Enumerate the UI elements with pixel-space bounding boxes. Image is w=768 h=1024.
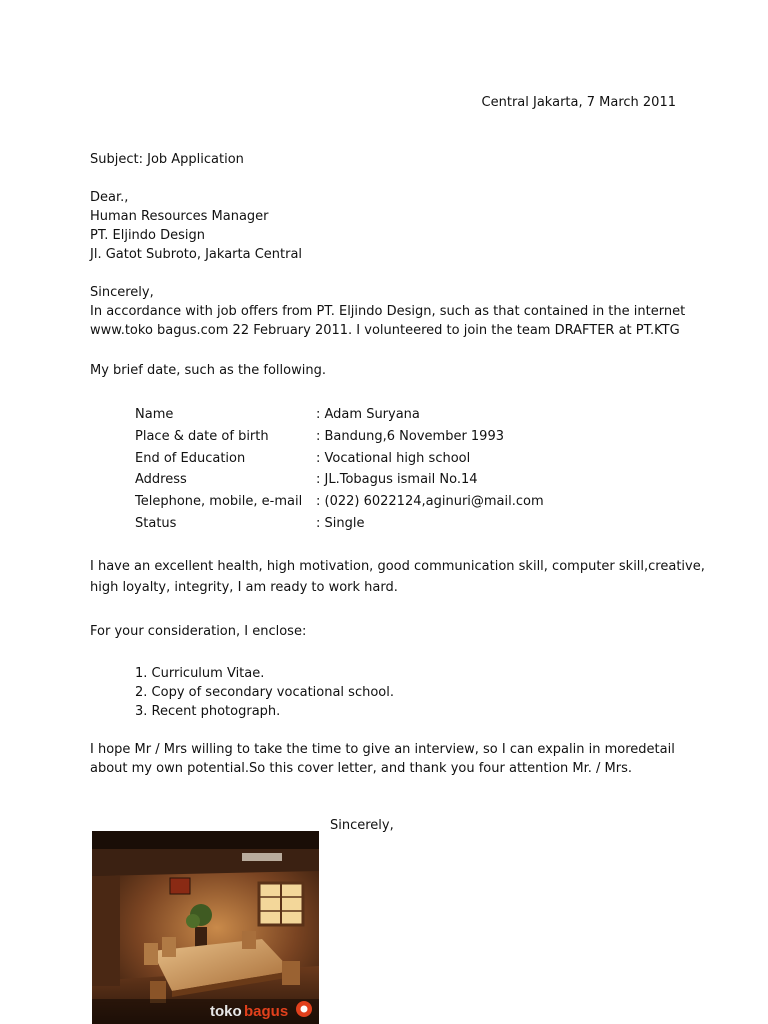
detail-label: Place & date of birth <box>135 428 269 444</box>
logo-text-toko: toko <box>210 1003 242 1020</box>
detail-label: Telephone, mobile, e-mail <box>135 494 303 510</box>
sign-off: Sincerely, <box>330 818 394 833</box>
detail-label: End of Education <box>135 450 246 466</box>
intro-line-2: www.toko bagus.com 22 February 2011. I volunteered to join the team DRAFTER at PT.KTG <box>90 323 680 338</box>
intro-line-1: In accordance with job offers from PT. Eljindo Design, such as that contained in the internet <box>90 304 686 319</box>
salutation: Dear., <box>90 190 129 205</box>
detail-value: : JL.Tobagus ismail No.14 <box>316 472 478 488</box>
detail-label: Name <box>135 407 174 422</box>
detail-label: Status <box>135 515 177 531</box>
qualities-line-1: I have an excellent health, high motivation, good communication skill, computer skill,creative, <box>90 559 705 574</box>
intro-block <box>90 283 685 340</box>
interior-photo <box>92 831 319 1024</box>
closing-paragraph <box>90 740 675 778</box>
qualities-paragraph <box>90 556 705 598</box>
detail-value: : Vocational high school <box>316 450 471 466</box>
brief-intro: My brief date, such as the following. <box>90 363 326 378</box>
opening-greeting: Sincerely, <box>90 285 154 300</box>
enclose-intro: For your consideration, I enclose: <box>90 624 307 639</box>
recipient-block <box>90 188 302 264</box>
detail-value: : Single <box>316 515 365 531</box>
closing-line-2: about my own potential.So this cover letter, and thank you four attention Mr. / Mrs. <box>90 761 633 776</box>
closing-line-1: I hope Mr / Mrs willing to take the time to give an interview, so I can expalin in moredetail <box>90 742 675 757</box>
place-date: Central Jakarta, 7 March 2011 <box>481 95 676 110</box>
enclosure-list <box>135 664 394 721</box>
detail-value: : Adam Suryana <box>316 407 420 422</box>
detail-value: : Bandung,6 November 1993 <box>316 428 504 444</box>
recipient-address: Jl. Gatot Subroto, Jakarta Central <box>90 247 303 262</box>
interior-photo-illustration <box>92 831 319 1024</box>
logo-text-bagus: bagus <box>244 1003 289 1020</box>
recipient-company: PT. Eljindo Design <box>90 228 206 243</box>
recipient-title: Human Resources Manager <box>90 209 269 224</box>
list-item: 3. Recent photograph. <box>135 704 281 719</box>
list-item: 2. Copy of secondary vocational school. <box>135 685 394 700</box>
subject-line: Subject: Job Application <box>90 152 244 167</box>
qualities-line-2: high loyalty, integrity, I am ready to work hard. <box>90 580 398 595</box>
detail-value: : (022) 6022124,aginuri@mail.com <box>316 494 544 510</box>
list-item: 1. Curriculum Vitae. <box>135 666 265 681</box>
detail-label: Address <box>135 472 187 488</box>
